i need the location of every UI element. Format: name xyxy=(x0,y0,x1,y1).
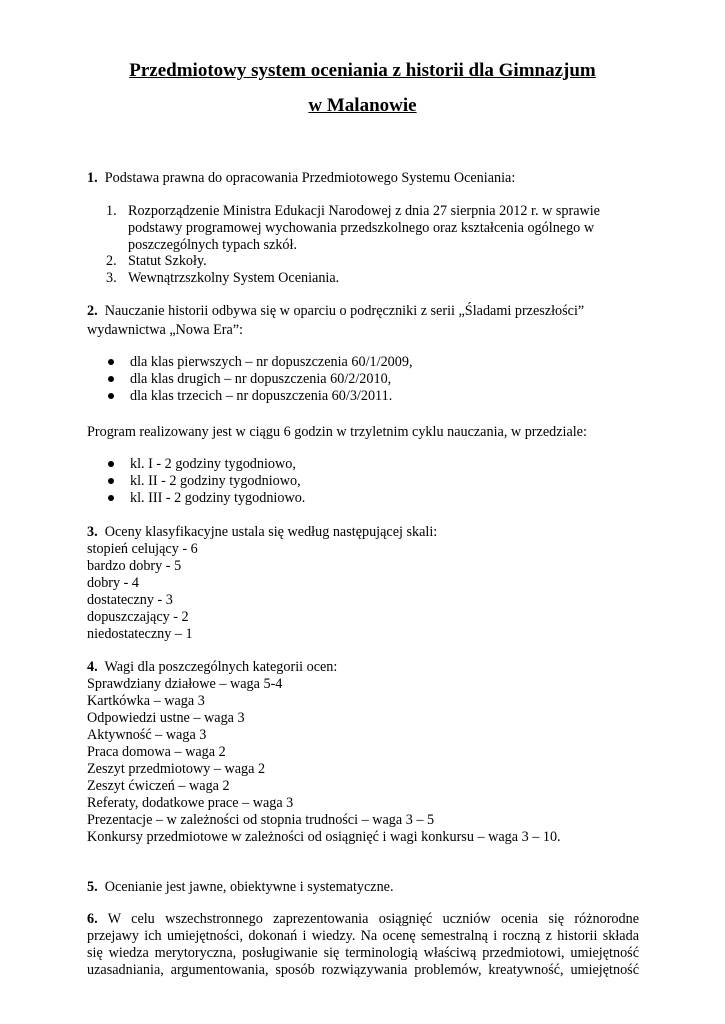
section-5-paragraph xyxy=(87,879,394,896)
section-6-line: uzasadniania, argumentowania, sposób rozwiązywania problemów, kreatywność, umiejętność xyxy=(87,962,639,978)
list-item-text: Wewnątrzszkolny System Oceniania. xyxy=(128,270,340,286)
section-6-line: się wiedza merytoryczna, posługiwanie się terminologią właściwą przedmiotowi, umiejętność xyxy=(87,945,639,961)
bullet-icon xyxy=(108,376,114,382)
bullet-item-text: kl. I - 2 godziny tygodniowo, xyxy=(130,456,296,472)
document-title-line-1: Przedmiotowy system oceniania z historii dla Gimnazjum xyxy=(129,60,596,81)
weight-line: Referaty, dodatkowe prace – waga 3 xyxy=(87,795,294,811)
section-6-line: przejawy ich umiejętności, dokonań i wiedzy. Na ocenę semestralną i roczną z historii składa xyxy=(87,928,639,944)
section-3-heading xyxy=(87,524,437,541)
section-1-heading-text: Podstawa prawna do opracowania Przedmiotowego Systemu Oceniania: xyxy=(104,170,516,186)
section-4-number: 4. xyxy=(87,659,98,675)
weight-line: Konkursy przedmiotowe w zależności od osiągnięć i wagi konkursu – waga 3 – 10. xyxy=(87,829,561,845)
section-5-number: 5. xyxy=(87,879,98,895)
weight-line: Zeszyt przedmiotowy – waga 2 xyxy=(87,761,266,777)
bullet-icon xyxy=(108,495,114,501)
weight-line: Zeszyt ćwiczeń – waga 2 xyxy=(87,778,230,794)
bullet-icon xyxy=(108,461,114,467)
grade-line: stopień celujący - 6 xyxy=(87,541,198,557)
section-6-line xyxy=(87,911,639,928)
grade-line: niedostateczny – 1 xyxy=(87,626,193,642)
section-5-text: Ocenianie jest jawne, obiektywne i systematyczne. xyxy=(104,879,394,895)
section-4-heading-text: Wagi dla poszczególnych kategorii ocen: xyxy=(104,659,338,675)
section-1-heading xyxy=(87,170,515,187)
grade-line: dobry - 4 xyxy=(87,575,140,591)
bullet-item xyxy=(106,354,413,371)
section-2-heading xyxy=(87,303,584,320)
weight-line: Sprawdziany działowe – waga 5-4 xyxy=(87,676,283,692)
bullet-item-text: kl. III - 2 godziny tygodniowo. xyxy=(130,490,306,506)
list-item xyxy=(106,203,600,220)
bullet-item-text: dla klas drugich – nr dopuszczenia 60/2/2010, xyxy=(130,371,392,387)
weight-line: Aktywność – waga 3 xyxy=(87,727,207,743)
bullet-item-text: dla klas pierwszych – nr dopuszczenia 60/1/2009, xyxy=(130,354,413,370)
list-item xyxy=(106,253,207,270)
weight-line: Prezentacje – w zależności od stopnia trudności – waga 3 – 5 xyxy=(87,812,435,828)
list-item xyxy=(106,270,339,287)
list-item-number: 3. xyxy=(106,270,117,286)
bullet-icon xyxy=(108,478,114,484)
list-item-continuation: poszczególnych typach szkół. xyxy=(128,237,298,253)
section-3-number: 3. xyxy=(87,524,98,540)
bullet-item xyxy=(106,490,305,507)
list-item-number: 2. xyxy=(106,253,117,269)
bullet-icon xyxy=(108,359,114,365)
bullet-item xyxy=(106,371,391,388)
list-item-continuation: podstawy programowej wychowania przedszkolnego oraz kształcenia ogólnego w xyxy=(128,220,595,236)
bullet-item-text: kl. II - 2 godziny tygodniowo, xyxy=(130,473,301,489)
bullet-item xyxy=(106,473,301,490)
grade-line: dostateczny - 3 xyxy=(87,592,173,608)
section-2-heading-text: Nauczanie historii odbywa się w oparciu o podręczniki z serii „Śladami przeszłości” xyxy=(104,303,585,319)
section-2-heading-continuation: wydawnictwa „Nowa Era”: xyxy=(87,322,243,338)
bullet-item-text: dla klas trzecich – nr dopuszczenia 60/3/2011. xyxy=(130,388,393,404)
document-title-line-2: w Malanowie xyxy=(308,95,417,116)
weight-line: Kartkówka – waga 3 xyxy=(87,693,205,709)
section-1-number: 1. xyxy=(87,170,98,186)
section-3-heading-text: Oceny klasyfikacyjne ustala się według następującej skali: xyxy=(104,524,438,540)
list-item-text: Statut Szkoły. xyxy=(128,253,207,269)
section-4-heading xyxy=(87,659,337,676)
section-2-number: 2. xyxy=(87,303,98,319)
section-6-number: 6. xyxy=(87,911,98,927)
weight-line: Odpowiedzi ustne – waga 3 xyxy=(87,710,245,726)
list-item-text: Rozporządzenie Ministra Edukacji Narodowej z dnia 27 sierpnia 2012 r. w sprawie xyxy=(128,203,600,219)
grade-line: dopuszczający - 2 xyxy=(87,609,189,625)
bullet-item xyxy=(106,388,392,405)
section-6-text: W celu wszechstronnego zaprezentowania osiągnięć uczniów ocenia się różnorodne xyxy=(107,911,639,927)
program-text: Program realizowany jest w ciągu 6 godzin w trzyletnim cyklu nauczania, w przedziale: xyxy=(87,424,587,440)
weight-line: Praca domowa – waga 2 xyxy=(87,744,226,760)
list-item-number: 1. xyxy=(106,203,117,219)
bullet-icon xyxy=(108,393,114,399)
bullet-item xyxy=(106,456,296,473)
grade-line: bardzo dobry - 5 xyxy=(87,558,182,574)
